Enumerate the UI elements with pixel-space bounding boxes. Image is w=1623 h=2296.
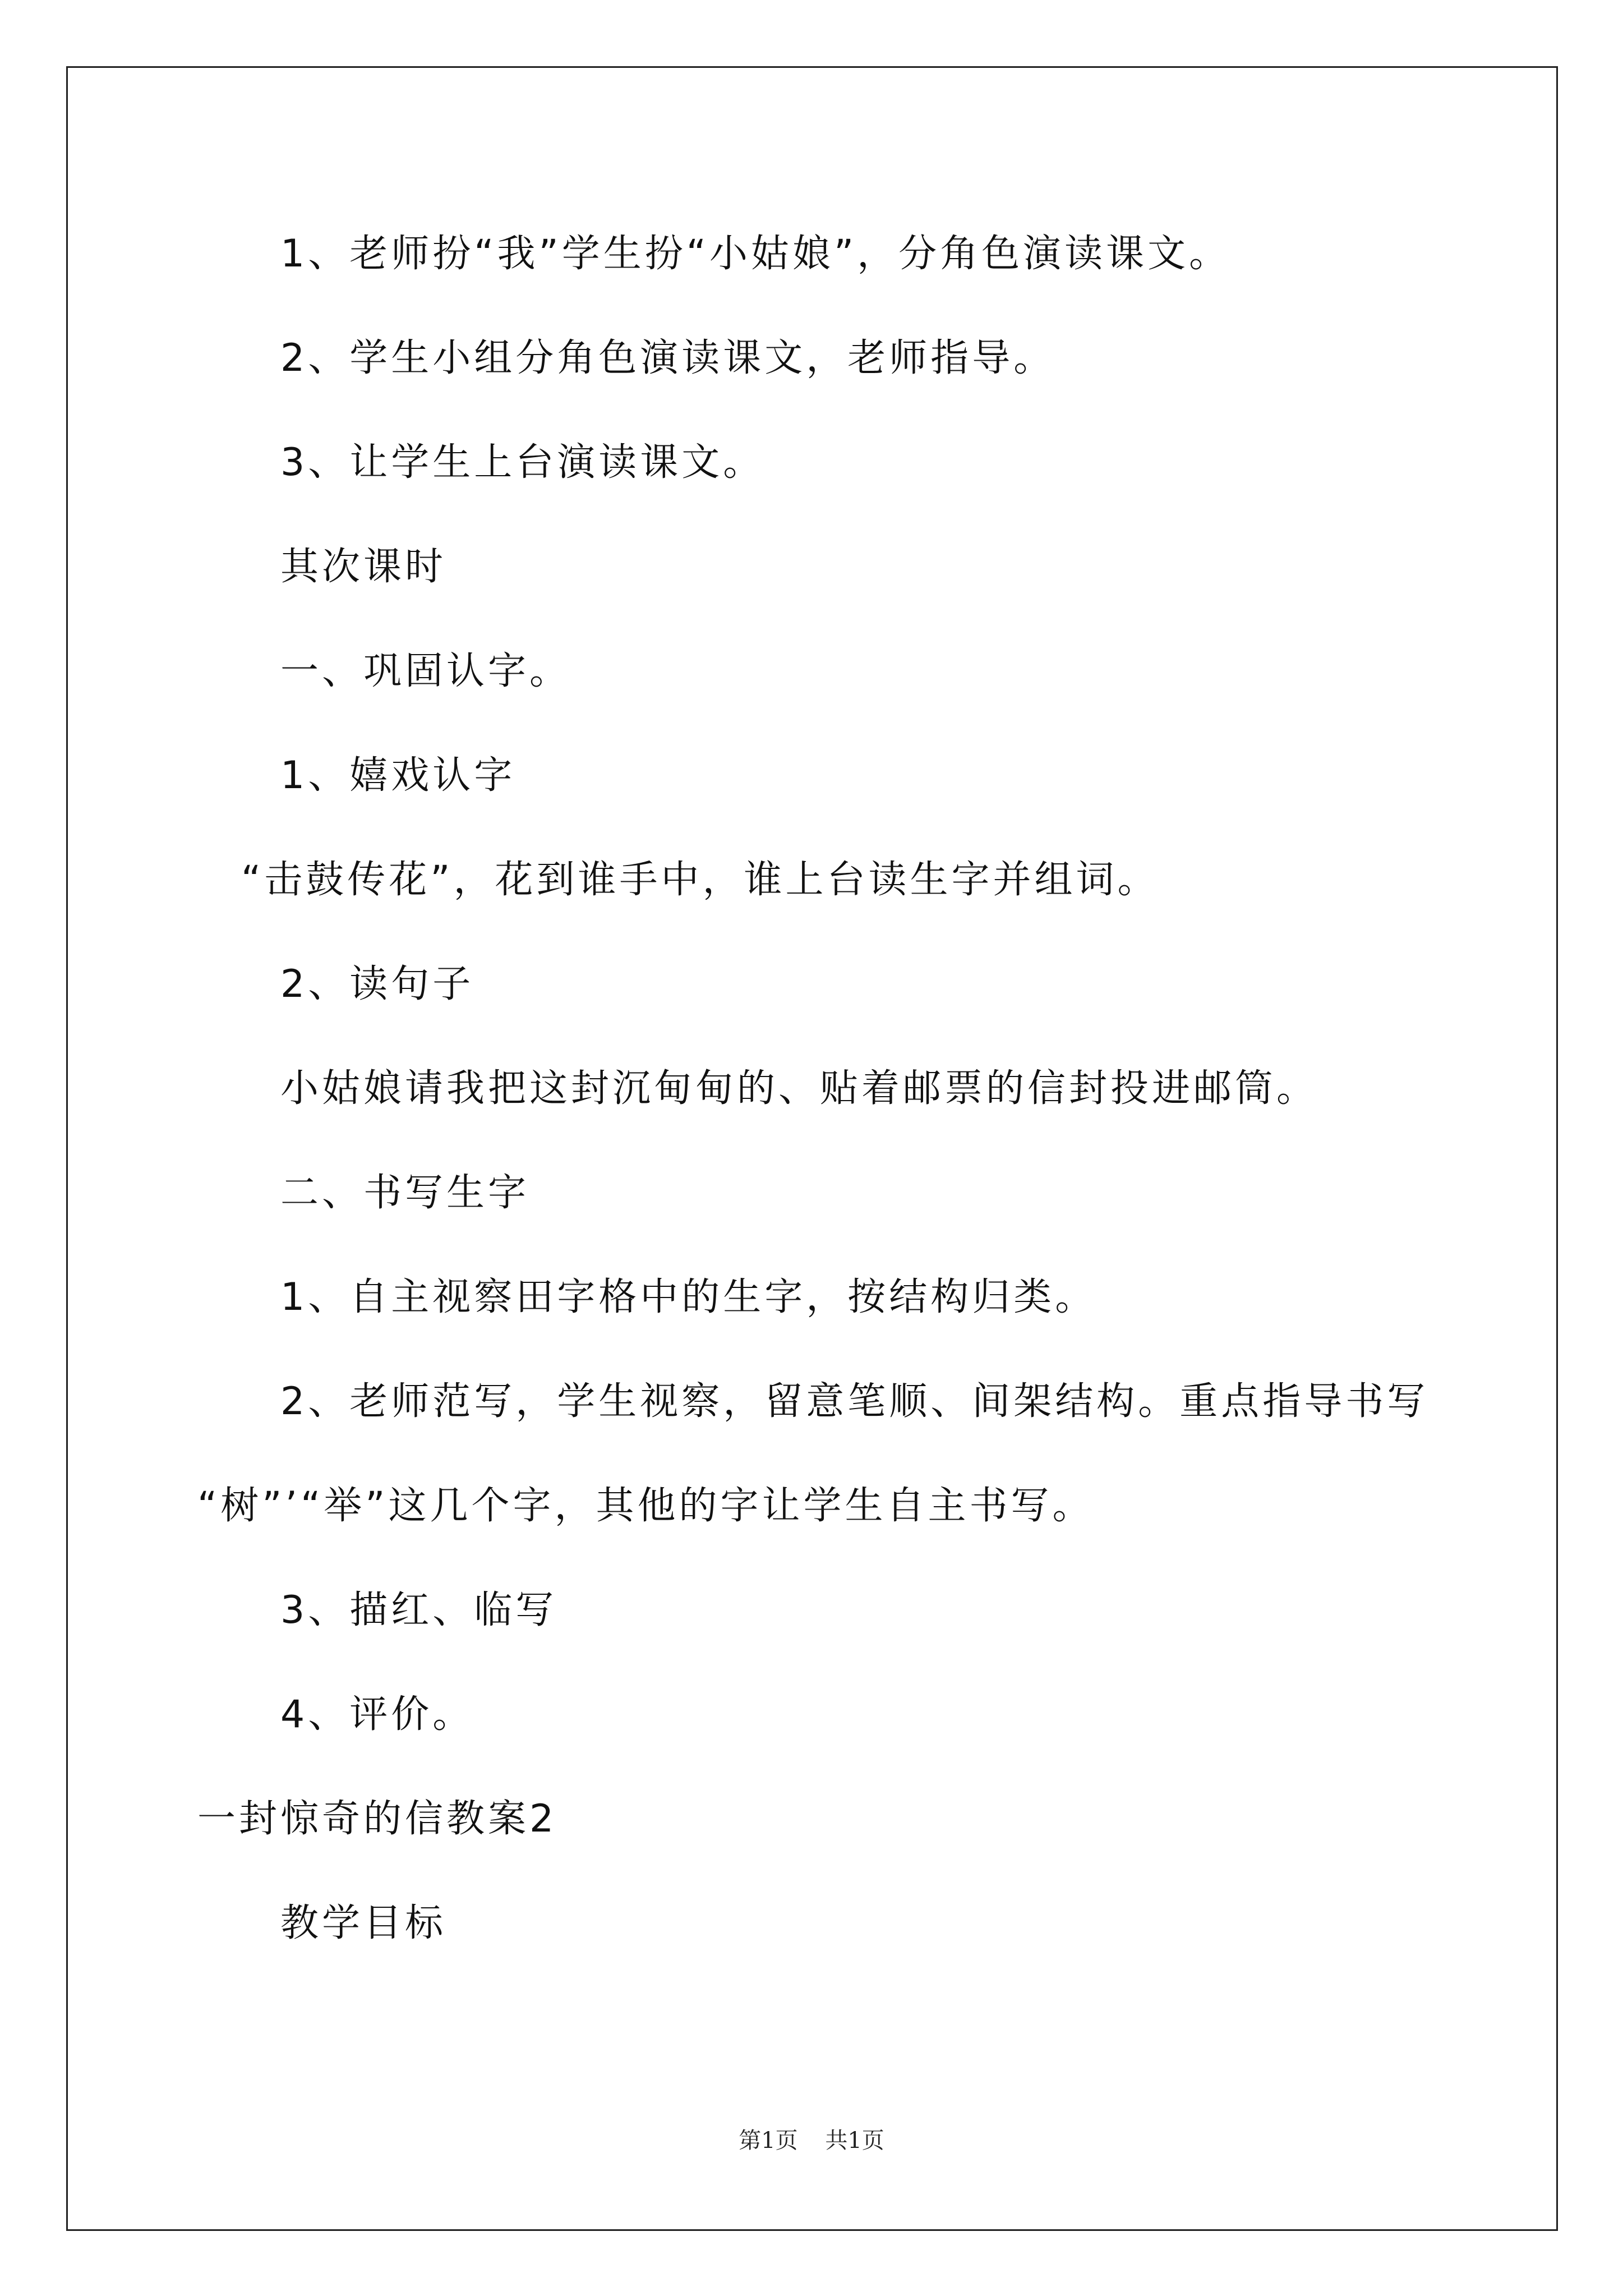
section-heading: 其次课时: [280, 545, 447, 589]
paragraph: 2、读句子: [280, 962, 474, 1006]
paragraph: 3、让学生上台演读课文。: [280, 440, 765, 485]
section-heading: 二、书写生字: [280, 1171, 530, 1215]
paragraph: 小姑娘请我把这封沉甸甸的、贴着邮票的信封投进邮筒。: [280, 1066, 1318, 1111]
page-total: 共1页: [825, 2128, 884, 2154]
page-number: 第1页: [739, 2128, 798, 2154]
page-footer: [0, 2125, 1623, 2156]
document-title: 一封惊奇的信教案2: [197, 1797, 557, 1841]
paragraph-continuation: “树”’“举”这几个字，其他的字让学生自主书写。: [197, 1484, 1094, 1528]
section-heading: 一、巩固认字。: [280, 649, 571, 693]
paragraph: 2、学生小组分角色演读课文，老师指导。: [280, 336, 1055, 380]
paragraph: 2、老师范写，学生视察，留意笔顺、间架结构。重点指导书写: [280, 1379, 1429, 1424]
paragraph: 1、嬉戏认字: [280, 753, 516, 798]
paragraph: “击鼓传花”，花到谁手中，谁上台读生字并组词。: [241, 858, 1159, 902]
paragraph: 3、描红、临写: [280, 1588, 557, 1632]
paragraph: 1、自主视察田字格中的生字，按结构归类。: [280, 1275, 1097, 1319]
section-heading: 教学目标: [280, 1901, 447, 1945]
paragraph: 1、老师扮“我”学生扮“小姑娘”，分角色演读课文。: [280, 232, 1231, 276]
paragraph: 4、评价。: [280, 1692, 474, 1737]
